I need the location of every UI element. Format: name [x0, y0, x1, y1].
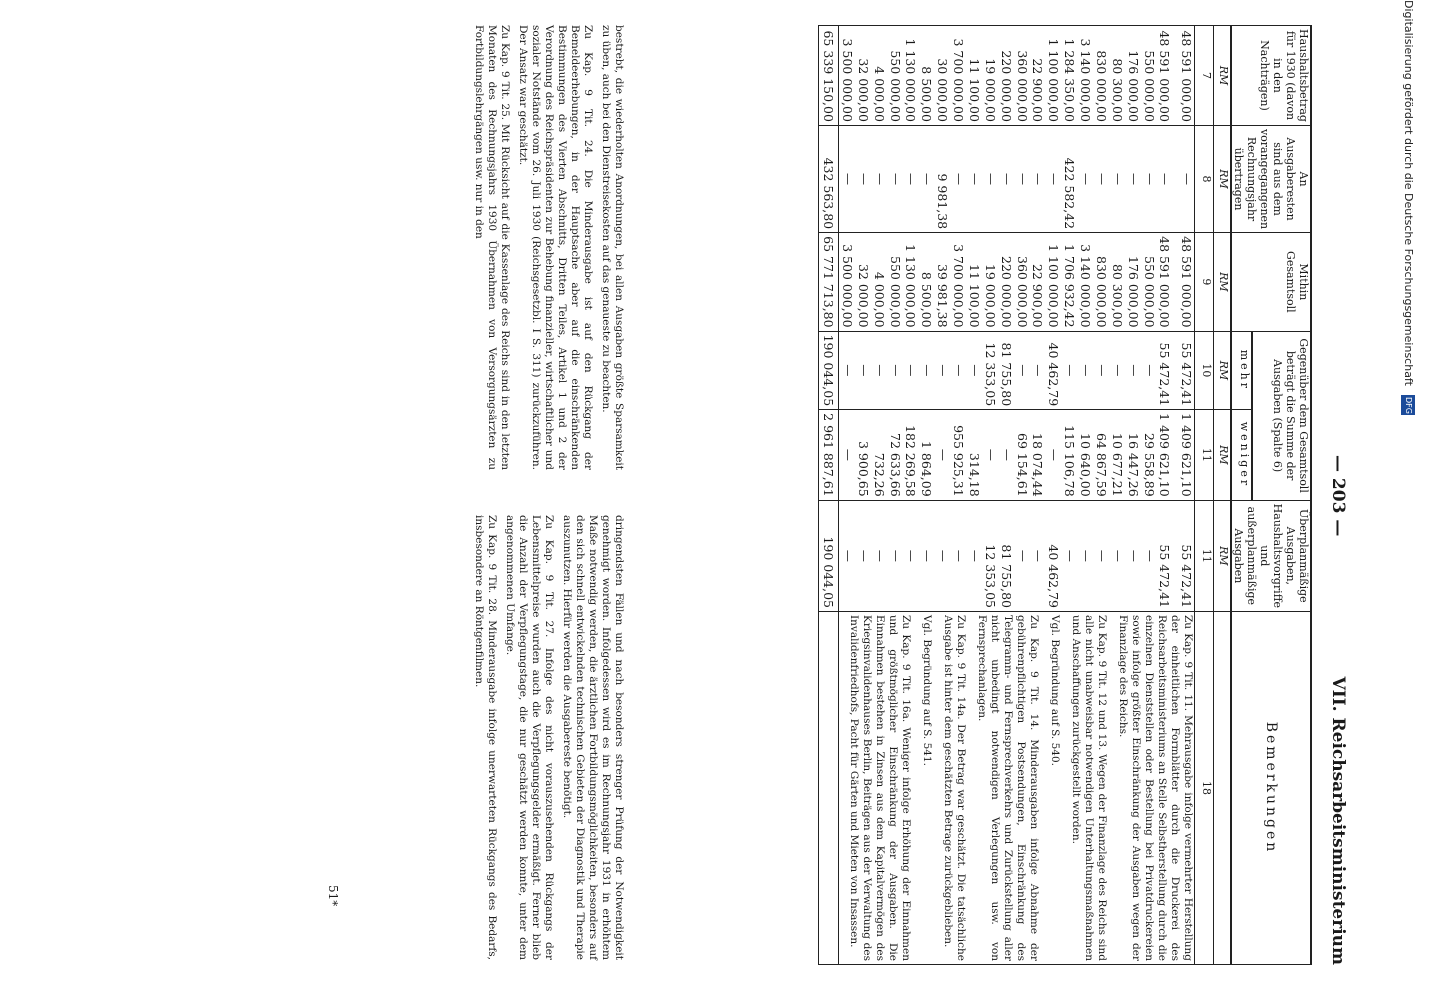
cell-c10: — — [1093, 331, 1109, 410]
cell-c10: 81 755,80 — [998, 331, 1014, 410]
cell-c11b: — — [1014, 500, 1030, 611]
budget-table — [818, 25, 1312, 965]
cell-c7: 1 284 350,00 — [1061, 26, 1077, 126]
col-header-12: Bemerkungen — [1231, 612, 1311, 965]
cell-c10: — — [1077, 331, 1093, 410]
cell-c9: 48 591 000,00 — [1157, 233, 1173, 331]
footer-paragraph: Zu Kap. 9 Tit. 24. Die Minderausgabe ist auf den Rückgang der Bemeldeerhebungen, in der Hauptsache aber auf die einschränkenden Bestimmungen des Vierten Abschnitts, Dritten Teiles, Artikel 1 und 2 der Verordnung des Reichspräsidenten zur Behebung finanzieller, wirtschaftlicher und sozialer Notstände vom 26. Juli 1930 (Reichsgesetzbl. I S. 311) zurückzuführen. Der Ansatz war geschätzt. — [517, 25, 594, 470]
cell-c11b: — — [839, 500, 856, 611]
cell-c8: — — [1125, 125, 1141, 232]
unit-7: RM — [1214, 26, 1232, 126]
footer-paragraph: dringendsten Fällen und nach besonders strenger Prüfung der Notwendigkeit genehmigt worden. Infolgedessen wird es im Rechnungsjahr 1931 in erhöhtem Maße notwendig werden, die ärztlichen Fortbildungsmöglichkeiten, besonders auf den sich schnell entwickelnden technischen Gebieten der Diagnostik und Therapie auszunutzen. Hierfür werden die Ausgabereste benötigt. — [561, 515, 625, 960]
cell-c7: 32 000,00 — [855, 26, 871, 126]
cell-c9: 48 591 000,00 — [1173, 233, 1195, 331]
cell-c10: 55 472,41 — [1157, 331, 1173, 410]
cell-c11b: — — [1141, 500, 1157, 611]
sum-c8: 432 563,80 — [819, 125, 839, 232]
col-header-group-10-11: Gegenüber dem Gesamtsoll beträgt die Summe der Ausgaben (Spalte 6) — [1252, 331, 1311, 500]
cell-c11b: — — [1109, 500, 1125, 611]
cell-c10: — — [1109, 331, 1125, 410]
cell-c11a: 29 558,89 — [1141, 410, 1157, 501]
sum-c9: 65 771 713,80 — [819, 233, 839, 331]
col-header-10: mehr — [1231, 331, 1252, 410]
unit-9: RM — [1214, 233, 1232, 331]
cell-c9: 3 700 000,00 — [950, 233, 966, 331]
colnum-8: 8 — [1195, 125, 1214, 232]
cell-c7: 3 700 000,00 — [950, 26, 966, 126]
cell-c7: 360 000,00 — [1014, 26, 1030, 126]
cell-c7: 8 500,00 — [919, 26, 935, 126]
footer-right-column — [467, 515, 625, 960]
unit-11a: RM — [1214, 410, 1232, 501]
cell-c11b: 55 472,41 — [1157, 500, 1173, 611]
cell-c10: — — [903, 331, 919, 410]
cell-c8: — — [919, 125, 935, 232]
cell-c10: — — [1141, 331, 1157, 410]
cell-c11b: — — [1061, 500, 1077, 611]
cell-c11a: 314,18 — [966, 410, 982, 501]
cell-c8: — — [887, 125, 903, 232]
cell-c7: 48 591 000,00 — [1173, 26, 1195, 126]
cell-c11a: — — [982, 410, 998, 501]
cell-c11a: 18 074,44 — [1030, 410, 1046, 501]
sum-c11a: 2 961 887,61 — [819, 410, 839, 501]
cell-c8: — — [839, 125, 856, 232]
cell-c7: 19 000,00 — [982, 26, 998, 126]
cell-c8: — — [1109, 125, 1125, 232]
dfg-logo-icon: DFG — [1401, 395, 1415, 415]
cell-c10: — — [839, 331, 856, 410]
cell-c11a: 1 409 621,10 — [1157, 410, 1173, 501]
cell-c9: 4 000,00 — [871, 233, 887, 331]
cell-c10: 12 353,05 — [982, 331, 998, 410]
cell-c7: 3 140 000,00 — [1077, 26, 1093, 126]
col-header-11b: Überplanmäßige Ausgaben, Haushaltsvorgriffe und außerplanmäßige Ausgaben — [1231, 500, 1311, 611]
sum-remark — [819, 612, 839, 965]
cell-c8: — — [1077, 125, 1093, 232]
cell-c11a: — — [934, 410, 950, 501]
footer-paragraph: Zu Kap. 9 Tit. 28. Minderausgabe infolge unerwarteten Rückgangs des Bedarfs, insbesondere an Röntgenfilmen. — [473, 515, 498, 960]
cell-c11b: — — [1030, 500, 1046, 611]
unit-11b: RM — [1214, 500, 1232, 611]
col-header-9: Mithin Gesamtsoll — [1231, 233, 1311, 331]
cell-c11a: 64 867,59 — [1093, 410, 1109, 501]
cell-c11a: 69 154,61 — [1014, 410, 1030, 501]
cell-c11a: 10 640,00 — [1077, 410, 1093, 501]
cell-c8: — — [871, 125, 887, 232]
cell-c10: — — [1125, 331, 1141, 410]
sheet-mark: 51* — [326, 885, 340, 907]
cell-c11b: 40 462,79 — [1046, 500, 1062, 611]
colnum-9: 9 — [1195, 233, 1214, 331]
cell-c11a: 16 447,26 — [1125, 410, 1141, 501]
page-header — [1320, 25, 1350, 965]
cell-c8: — — [1014, 125, 1030, 232]
cell-c8: — — [966, 125, 982, 232]
colnum-7: 7 — [1195, 26, 1214, 126]
sum-row — [819, 26, 839, 965]
footer-paragraph: Zu Kap. 9 Tit. 25. Mit Rücksicht auf die Kassenlage des Reichs sind in den letzten Monaten des Rechnungsjahrs 1930 Übernahmen von Versorgungsärzten zu Fortbildungslehrgängen usw. nur in den — [473, 25, 511, 470]
page-number: — 203 — — [1328, 455, 1348, 537]
cell-c9: 550 000,00 — [887, 233, 903, 331]
footer-paragraph: Zu Kap. 9 Tit. 27. Infolge des nicht vorauszusehenden Rückgangs der Lebensmittelpreise wurden auch die Verpflegungsgelder ermäßigt. Ferner blieb die Anzahl der Verpflegungstage, die nur geschätzt werden konnte, unter dem angenommenen Umfange. — [504, 515, 555, 960]
cell-c10: — — [887, 331, 903, 410]
remark-text: Zu Kap. 9 Tit. 16a. Weniger infolge Erhöhung der Einnahmen und größtmöglicher Einschränkung der Ausgaben. Die Einnahmen bestehen in Zinsen aus dem Kapitalvermögen des Kriegsinvalidenhauses Berlin, Beiträgen aus der Verwaltung des Invalidenfriedhofs, Pacht für Gärten und Mieten von Insassen. — [848, 615, 912, 961]
cell-c7: 830 000,00 — [1093, 26, 1109, 126]
remark-text: Vgl. Begründung auf S. 540. — [1049, 615, 1061, 766]
cell-c11a: — — [998, 410, 1014, 501]
cell-c9: 1 130 000,00 — [903, 233, 919, 331]
cell-c11b: — — [966, 500, 982, 611]
cell-c10: — — [1014, 331, 1030, 410]
cell-c11b: — — [1093, 500, 1109, 611]
cell-c11b: 55 472,41 — [1173, 500, 1195, 611]
colnum-11b: 11 — [1195, 500, 1214, 611]
cell-c11b: — — [919, 500, 935, 611]
cell-c11a: — — [839, 410, 856, 501]
unit-10: RM — [1214, 331, 1232, 410]
cell-c11b: 81 755,80 — [998, 500, 1014, 611]
remark-text: Vgl. Begründung auf S. 541. — [921, 615, 933, 766]
cell-c10: — — [1061, 331, 1077, 410]
cell-c7: 80 300,00 — [1109, 26, 1125, 126]
remark-text: Zu Kap. 9 Tit. 12 und 13. Wegen der Finanzlage des Reichs sind alle nicht unabweisbar notwendigen Unterhaltungsmaßnahmen und Anschaffungen zurückgestellt worden. — [1070, 615, 1108, 961]
cell-c10: — — [855, 331, 871, 410]
cell-c8: — — [1173, 125, 1195, 232]
cell-c10: — — [966, 331, 982, 410]
cell-c7: 550 000,00 — [1141, 26, 1157, 126]
cell-c7: 1 100 000,00 — [1046, 26, 1062, 126]
cell-c11a: 72 633,66 — [887, 410, 903, 501]
cell-c8: — — [950, 125, 966, 232]
cell-c11b: — — [903, 500, 919, 611]
cell-c7: 1 130 000,00 — [903, 26, 919, 126]
cell-c10: — — [934, 331, 950, 410]
cell-c7: 176 000,00 — [1125, 26, 1141, 126]
cell-c11a: 3 900,65 — [855, 410, 871, 501]
cell-c8: — — [982, 125, 998, 232]
colnum-11a: 11 — [1195, 410, 1214, 501]
cell-c11b: — — [1077, 500, 1093, 611]
cell-c8: — — [903, 125, 919, 232]
cell-c9: 3 140 000,00 — [1077, 233, 1093, 331]
cell-c9: 8 500,00 — [919, 233, 935, 331]
col-header-7: Haushaltsbetrag für 1930 (davon in den Nachträgen) — [1231, 26, 1311, 126]
remark-text: Zu Kap. 9 Tit. 11. Mehrausgabe infolge vermehrter Herstellung der einheitlichen Formblätter durch die Druckerei des Reichsarbeitsministeriums an Stelle Selbstherstellung durch die einzelnen Dienststellen oder Bestellung bei Privatdruckereien sowie infolge größter Einschränkung der Ausgaben wegen der Finanzlage des Reichs. — [1117, 615, 1194, 961]
cell-c9: 19 000,00 — [982, 233, 998, 331]
cell-c8: — — [998, 125, 1014, 232]
cell-c8: — — [1030, 125, 1046, 232]
remarks-column — [839, 612, 1195, 965]
cell-c7: 22 900,00 — [1030, 26, 1046, 126]
digitization-note — [1399, 0, 1415, 1000]
table-row — [1173, 26, 1195, 965]
rotated-document-page — [88, 25, 1350, 965]
colnum-10: 10 — [1195, 331, 1214, 410]
unit-8: RM — [1214, 125, 1232, 232]
cell-c7: 48 591 000,00 — [1157, 26, 1173, 126]
cell-c11a: 182 269,58 — [903, 410, 919, 501]
cell-c8: — — [1093, 125, 1109, 232]
cell-c9: 3 500 000,00 — [839, 233, 856, 331]
remark-text: Zu Kap. 9 Tit. 14. Minderausgaben infolge Abnahme der gebührenpflichtigen Postsendungen, Einschränkung des Telegramm- und Fernsprechverkehrs und Zurückstellung aller nicht unbedingt notwendigen Verlegungen usw. von Fernsprechanlagen. — [976, 615, 1040, 961]
col-header-11a: weniger — [1231, 410, 1252, 501]
cell-c11a: 732,26 — [871, 410, 887, 501]
cell-c7: 30 000,00 — [934, 26, 950, 126]
footer-left-column — [467, 25, 625, 470]
cell-c11a: 1 409 621,10 — [1173, 410, 1195, 501]
cell-c8: — — [1141, 125, 1157, 232]
cell-c11b: 12 353,05 — [982, 500, 998, 611]
cell-c11b: — — [871, 500, 887, 611]
digitization-text: Digitalisierung gefördert durch die Deutsche Forschungsgemeinschaft — [1402, 0, 1415, 386]
cell-c11b: — — [887, 500, 903, 611]
cell-c8: — — [1157, 125, 1173, 232]
cell-c11b: — — [934, 500, 950, 611]
cell-c10: — — [919, 331, 935, 410]
cell-c11b: — — [950, 500, 966, 611]
col-header-8: An Ausgaberesten sind aus dem vorangegangenen Rechnungsjahr übertragen — [1231, 125, 1311, 232]
cell-c9: 39 981,38 — [934, 233, 950, 331]
sum-c11b: 190 044,05 — [819, 500, 839, 611]
cell-c7: 11 100,00 — [966, 26, 982, 126]
sum-c7: 65 339 150,00 — [819, 26, 839, 126]
cell-c8: — — [855, 125, 871, 232]
footer-paragraph: bestrebt, die wiederholten Anordnungen, bei allen Ausgaben größte Sparsamkeit zu üben, auch bei den Dienstreisekosten auf das genaueste zu beachten. — [600, 25, 625, 470]
cell-c10: 40 462,79 — [1046, 331, 1062, 410]
cell-c8: 9 981,38 — [934, 125, 950, 232]
cell-c10: — — [1030, 331, 1046, 410]
cell-c9: 80 300,00 — [1109, 233, 1125, 331]
cell-c9: 1 100 000,00 — [1046, 233, 1062, 331]
cell-c8: 422 582,42 — [1061, 125, 1077, 232]
ministry-title: VII. Reichsarbeitsministerium — [1328, 676, 1348, 965]
cell-c10: — — [871, 331, 887, 410]
cell-c10: — — [950, 331, 966, 410]
cell-c7: 4 000,00 — [871, 26, 887, 126]
cell-c11a: 1 864,09 — [919, 410, 935, 501]
cell-c11a: 955 925,31 — [950, 410, 966, 501]
cell-c9: 11 100,00 — [966, 233, 982, 331]
cell-c7: 3 500 000,00 — [839, 26, 856, 126]
cell-c11b: — — [855, 500, 871, 611]
table-body — [819, 26, 1195, 965]
cell-c7: 550 000,00 — [887, 26, 903, 126]
cell-c9: 360 000,00 — [1014, 233, 1030, 331]
cell-c11a: 10 677,21 — [1109, 410, 1125, 501]
remark-text: Zu Kap. 9 Tit. 14a. Der Betrag war geschätzt. Die tatsächliche Ausgabe ist hinter dem geschätzten Betrage zurückgeblieben. — [942, 615, 967, 961]
cell-c9: 176 000,00 — [1125, 233, 1141, 331]
cell-c9: 830 000,00 — [1093, 233, 1109, 331]
cell-c11a: — — [1046, 410, 1062, 501]
sum-c10: 190 044,05 — [819, 331, 839, 410]
cell-c10: 55 472,41 — [1173, 331, 1195, 410]
cell-c9: 220 000,00 — [998, 233, 1014, 331]
cell-c9: 32 000,00 — [855, 233, 871, 331]
cell-c7: 220 000,00 — [998, 26, 1014, 126]
cell-c8: — — [1046, 125, 1062, 232]
cell-c9: 22 900,00 — [1030, 233, 1046, 331]
cell-c9: 550 000,00 — [1141, 233, 1157, 331]
cell-c9: 1 706 932,42 — [1061, 233, 1077, 331]
cell-c11b: — — [1125, 500, 1141, 611]
colnum-12: 18 — [1195, 612, 1214, 965]
unit-12 — [1214, 612, 1232, 965]
cell-c11a: 115 106,78 — [1061, 410, 1077, 501]
